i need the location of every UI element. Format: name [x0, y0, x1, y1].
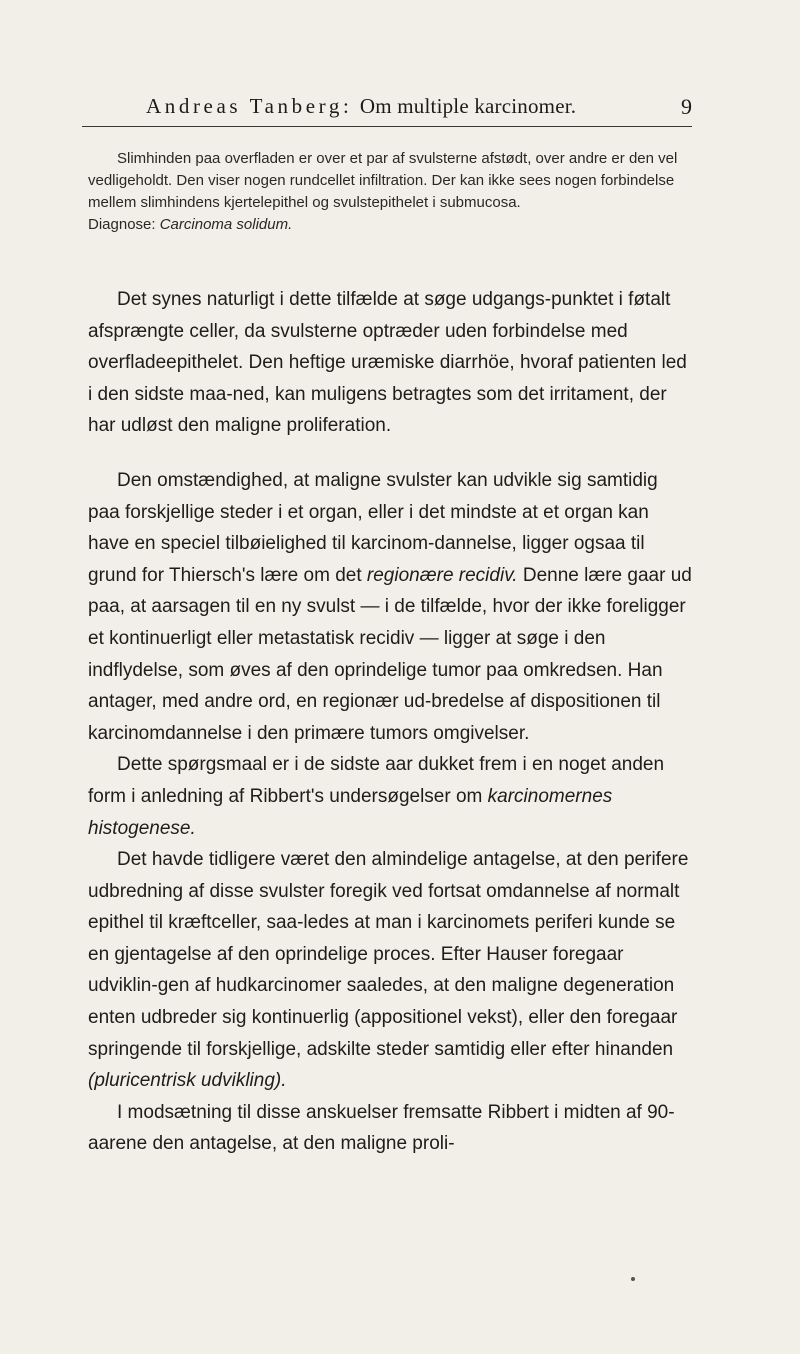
- paragraph-2-text-a: Den omstændighed, at maligne svulster kan udvikle sig samtidig paa forskjellige steder i et organ, eller i det mindste at et organ kan have en speciel tilbøielighed til karcinom-dannelse, ligger ogsaa til grund for Thiersch's lære om det: [88, 469, 658, 586]
- diagnosis-value: Carcinoma solidum.: [159, 216, 293, 233]
- running-header: [146, 94, 692, 120]
- paragraph-2-emphasis: regionære recidiv.: [366, 564, 518, 586]
- header-rule: [82, 126, 692, 127]
- paragraph-5: I modsætning til disse anskuelser fremsatte Ribbert i midten af 90-aarene den antagelse, at den maligne proli-: [88, 1101, 675, 1155]
- case-notes-paragraph: Slimhinden paa overfladen er over et par af svulsterne afstødt, over andre er den vel vedligeholdt. Den viser nogen rundcellet infiltration. Der kan ikke sees nogen forbindelse mellem slimhindens kjertelepithel og svulstepithelet i submucosa.: [88, 150, 678, 211]
- diagnosis-label: Diagnose:: [88, 216, 156, 233]
- running-title: [146, 94, 576, 119]
- case-notes: [88, 148, 692, 236]
- paper-speck: [631, 1277, 635, 1281]
- diagnosis-line: [88, 214, 692, 236]
- paragraph-2-text-b: Denne lære gaar ud paa, at aarsagen til en ny svulst — i de tilfælde, hvor der ikke foreligger et kontinuerligt eller metastatisk recidiv — ligger at søge i den indflydelse, som øves af den oprindelige tumor paa omkredsen. Han antager, med andre ord, en regionær ud-bredelse af dispositionen til karcinomdannelse i den primære tumors omgivelser.: [88, 564, 692, 744]
- paragraph-2: [88, 465, 692, 749]
- body-text: [88, 284, 692, 1160]
- paragraph-4: [88, 844, 692, 1097]
- paragraph-4-emphasis: (pluricentrisk udvikling).: [88, 1070, 287, 1092]
- header-title: Om multiple karcinomer.: [359, 94, 577, 118]
- paragraph-3: [88, 749, 692, 844]
- paragraph-1: Det synes naturligt i dette tilfælde at søge udgangs-punktet i føtalt afsprængte celler, da svulsterne optræder uden forbindelse med overfladeepithelet. Den heftige uræmiske diarrhöe, hvoraf patienten led i den sidste maa-ned, kan muligens betragtes som det irritament, der har udløst den maligne proliferation.: [88, 289, 687, 437]
- header-author: Andreas Tanberg: [146, 94, 343, 118]
- header-separator: :: [342, 94, 350, 118]
- page-number: 9: [681, 94, 692, 119]
- paragraph-3-emphasis: karcinomernes histogenese.: [88, 785, 613, 839]
- paragraph-3-text: Dette spørgsmaal er i de sidste aar dukket frem i en noget anden form i anledning af Ribbert's undersøgelser om: [88, 754, 665, 807]
- paragraph-4-text: Det havde tidligere været den almindelige antagelse, at den perifere udbredning af disse svulster foregik ved fortsat omdannelse af normalt epithel til kræftceller, saa-ledes at man i karcinomets periferi kunde se en gjentagelse af den oprindelige proces. Efter Hauser foregaar udviklin-gen af hudkarcinomer saaledes, at den maligne degeneration enten udbreder sig kontinuerlig (appositionel vekst), eller den foregaar springende til forskjellige, adskilte steder samtidig eller efter hinanden: [88, 849, 689, 1060]
